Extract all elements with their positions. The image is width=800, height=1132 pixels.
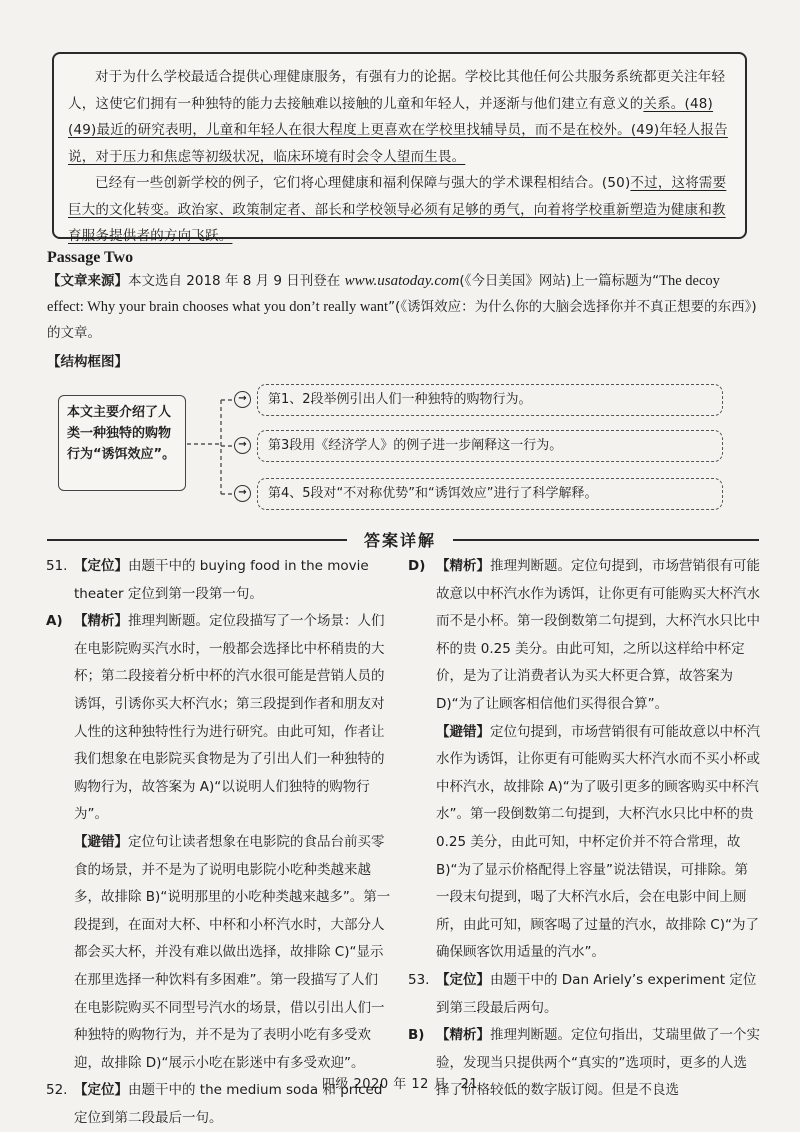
article-source: [47, 268, 759, 346]
analysis-tag: 【精析】: [74, 613, 128, 630]
question-number: 52.: [46, 1082, 68, 1099]
answer-option: D): [408, 558, 426, 574]
source-english-title: The decoy effect: Why your brain chooses what you don’t really want: [47, 273, 720, 315]
answer-column-left: [46, 553, 391, 1132]
arrow-right-icon: →: [234, 485, 251, 502]
arrow-right-icon: →: [234, 391, 251, 408]
locate-text: 由题干中的 Dan Ariely’s experiment 定位到第三段最后两句。: [436, 971, 757, 1016]
arrow-right-icon: →: [234, 437, 251, 454]
translation-text: 已经有一些创新学校的例子，它们将心理健康和福利保障与强大的学术课程相结合。(50): [95, 175, 631, 191]
question-51-avoid: [46, 829, 391, 1077]
analysis-text: 推理判断题。定位句提到，市场营销很有可能故意以中杯汽水作为诱饵，让你更有可能购买大杯汽水而不是小杯。第一段倒数第二句提到，大杯汽水只比中杯的贵 0.25 美分。由此可知，之所以这样给中杯定价，是为了让消费者认为买大杯更合算，故答案为 D)“为了让顾客相信他们买得很合算”。: [436, 558, 760, 712]
translation-text: 对于为什么学校最适合提供心理健康服务，有强有力的论据。学校比其他任何公共服务系统都更关注年轻人，这使它们拥有一种独特的能力去接触难以接触的儿童和年轻人，并逐渐与他们建立有意义的: [68, 69, 726, 112]
question-51-analysis: [46, 608, 391, 829]
avoid-tag: 【避错】: [436, 723, 490, 740]
structure-label: 【结构框图】: [47, 354, 128, 370]
answer-option: B): [408, 1027, 425, 1044]
source-text: ”(《诱饵效应：为什么你的大脑会选择你并不真正想要的东西》)的文章。: [47, 299, 757, 341]
translation-box: [52, 52, 747, 244]
question-53-locate: [408, 967, 760, 1022]
translation-underlined-text: (49)年轻人报告说，对于压力和焦虑等初级状况，临床环境有时会令人望而生畏。: [68, 122, 728, 165]
locate-text: 由题干中的 buying food in the movie theater 定位到第一段第一句。: [74, 558, 369, 602]
answer-column-right: [408, 553, 760, 1105]
source-text: (《今日美国》网站)上一篇标题为“: [459, 273, 660, 289]
passage-title: Passage Two: [47, 249, 134, 266]
page-footer: 四级 2020 年 12 月 21: [321, 1077, 479, 1092]
answer-option: A): [46, 613, 63, 630]
question-52-analysis: [408, 553, 760, 719]
analysis-tag: 【精析】: [436, 558, 490, 574]
analysis-text: 推理判断题。定位句指出，艾瑞里做了一个实验，发现当只提供两个“真实的”选项时，更多的人选择了价格较低的数字版订阅。但是不良选: [436, 1027, 760, 1099]
answer-section-title: 答案详解: [363, 531, 436, 550]
locate-tag: 【定位】: [74, 558, 128, 574]
translation-paragraph-2: [68, 170, 731, 250]
question-51-locate: [46, 553, 391, 608]
avoid-tag: 【避错】: [74, 833, 128, 850]
structure-branch-1: 第1、2段举例引出人们一种独特的购物行为。: [257, 384, 723, 416]
translation-underlined-text: 关系。(48)(49)最近的研究表明，儿童和年轻人在很大程度上更喜欢在学校里找辅导员，而不是在校外。: [68, 95, 714, 138]
analysis-tag: 【精析】: [436, 1027, 490, 1044]
question-53-analysis: [408, 1022, 760, 1105]
source-label: 【文章来源】: [47, 273, 128, 289]
analysis-text: 推理判断题。定位段描写了一个场景：人们在电影院购买汽水时，一般都会选择比中杯稍贵的大杯；第二段接着分析中杯的汽水很可能是营销人员的诱饵，引诱你买大杯汽水；第三段提到作者和朋友对人性的这种独特性行为进行研究。由此可知，作者让我们想象在电影院买食物是为了引出人们一种独特的购物行为，故答案为 A)“以说明人们独特的购物行为”。: [74, 613, 385, 823]
avoid-text: 定位句提到，市场营销很有可能故意以中杯汽水作为诱饵，让你更有可能购买大杯汽水而不买小杯或中杯汽水，故排除 A)“为了吸引更多的顾客购买中杯汽水”。第一段倒数第二句提到，大杯汽水只比中杯的贵 0.25 美分，由此可知，中杯定价并不符合常理，故 B)“为了显示价格配得上容量”说法错误，可排除。第一段末句提到，喝了大杯汽水后，会在电影中间上厕所，由此可知，顾客喝了过量的汽水，故排除 C)“为了确保顾客饮用适量的汽水”。: [436, 723, 760, 961]
locate-text: 由题干中的 the medium soda 和 priced 定位到第二段最后一句。: [74, 1082, 383, 1126]
translation-paragraph-1: [68, 64, 731, 170]
avoid-text: 定位句让读者想象在电影院的食品台前买零食的场景，并不是为了说明电影院小吃种类越来越多，故排除 B)“说明那里的小吃种类越来越多”。第一段提到，在面对大杯、中杯和小杯汽水时，大部分人都会买大杯，并没有难以做出选择，故排除 C)“显示在那里选择一种饮料有多困难”。第一段描写了人们在电影院购买不同型号汽水的场景，借以引出人们一种独特的购物行为，并不是为了表明小吃有多受欢迎，故排除 D)“展示小吃在影迷中有多受欢迎”。: [74, 833, 391, 1071]
structure-branch-3: 第4、5段对“不对称优势”和“诱饵效应”进行了科学解释。: [257, 478, 723, 510]
question-52-avoid: [408, 719, 760, 967]
locate-tag: 【定位】: [74, 1082, 128, 1099]
source-text: 本文选自 2018 年 8 月 9 日刊登在: [128, 273, 345, 289]
structure-summary-box: 本文主要介绍了人类一种独特的购物行为“诱饵效应”。: [58, 395, 186, 491]
source-site: www.usatoday.com: [344, 273, 460, 289]
structure-branch-2: 第3段用《经济学人》的例子进一步阐释这一行为。: [257, 430, 723, 462]
question-number: 51.: [46, 558, 68, 574]
translation-underlined-text: 不过，这将需要巨大的文化转变。政治家、政策制定者、部长和学校领导必须有足够的勇气，向着将学校重新塑造为健康和教育服务提供者的方向飞跃。: [68, 175, 727, 244]
question-number: 53.: [408, 971, 430, 988]
locate-tag: 【定位】: [436, 971, 490, 988]
